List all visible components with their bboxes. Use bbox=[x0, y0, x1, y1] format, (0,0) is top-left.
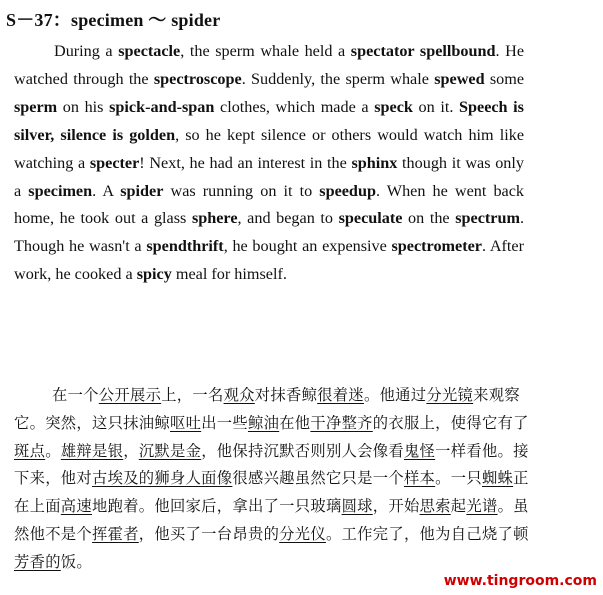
en-keyword: spewed bbox=[434, 69, 485, 88]
en-text: . He watched through the bbox=[14, 42, 524, 88]
zh-keyword: 挥霍者 bbox=[92, 524, 139, 543]
zh-keyword: 古埃及的狮身人面像 bbox=[92, 469, 233, 488]
en-text: on his bbox=[57, 97, 110, 116]
zh-text: 来观察它。突然，这只抹油鲸 bbox=[14, 386, 520, 432]
en-text: clothes, which made a bbox=[214, 97, 375, 116]
en-text: . When he went back home, he took out a glass bbox=[14, 181, 525, 228]
section-title: S－37：specimen ～ spider bbox=[6, 10, 221, 30]
zh-keyword: 斑点 bbox=[14, 441, 46, 460]
zh-keyword: 呕吐 bbox=[169, 413, 202, 432]
en-keyword: spectrum bbox=[455, 209, 520, 228]
zh-text: 对抹香鲸 bbox=[254, 386, 318, 404]
zh-keyword: 分光仪 bbox=[279, 524, 326, 543]
en-keyword: spider bbox=[120, 181, 164, 200]
zh-keyword: 高速 bbox=[60, 497, 92, 516]
en-text: , the sperm whale held a bbox=[180, 42, 351, 60]
zh-text: 。他通过 bbox=[363, 386, 427, 404]
zh-text: 在他 bbox=[279, 413, 311, 432]
zh-text: 一样看他。接下来，他对 bbox=[14, 441, 529, 488]
en-keyword: spectroscope bbox=[153, 69, 242, 88]
en-keyword: spicy bbox=[136, 265, 172, 284]
zh-text: 。一只 bbox=[435, 469, 482, 488]
en-keyword: speck bbox=[374, 97, 413, 116]
en-text: though it was only a bbox=[14, 153, 524, 200]
en-keyword: spick-and-span bbox=[109, 97, 215, 116]
zh-keyword: 思索 bbox=[419, 497, 451, 516]
en-keyword: spectacle bbox=[118, 42, 181, 60]
zh-text: 的衣服上，使得它有了 bbox=[372, 413, 529, 432]
en-keyword: Speech is silver, silence is golden bbox=[14, 97, 524, 144]
en-keyword: specimen bbox=[28, 181, 93, 200]
zh-text: ，开始 bbox=[372, 497, 420, 516]
zh-text: 。虽然他不是个 bbox=[14, 497, 529, 543]
zh-text: ，他保持沉默否则别人会像看 bbox=[201, 441, 404, 460]
zh-keyword: 光谱 bbox=[466, 497, 498, 516]
en-text: , so he kept silence or others would watch him like watching a bbox=[14, 125, 524, 172]
zh-keyword: 沉默是金 bbox=[138, 441, 202, 460]
zh-keyword: 很着迷 bbox=[317, 386, 364, 404]
en-keyword: sperm bbox=[14, 97, 58, 116]
en-text: During a bbox=[54, 42, 119, 60]
zh-text: 地跑着。他回家后，拿出了一只玻璃 bbox=[92, 497, 342, 516]
en-keyword: sphere bbox=[191, 209, 238, 228]
en-text: ! Next, he had an interest in the bbox=[139, 153, 352, 172]
zh-keyword: 鲸油 bbox=[247, 413, 280, 432]
en-keyword: spendthrift bbox=[146, 237, 224, 256]
en-keyword: spectator spellbound bbox=[350, 42, 496, 60]
en-keyword: spectrometer bbox=[391, 237, 482, 256]
en-text: on the bbox=[402, 209, 456, 228]
zh-text: ， bbox=[123, 441, 139, 460]
zh-keyword: 样本 bbox=[403, 469, 436, 488]
zh-text: 。 bbox=[45, 441, 61, 460]
zh-keyword: 公开展示 bbox=[98, 386, 162, 404]
en-keyword: sphinx bbox=[351, 153, 398, 172]
en-keyword: speculate bbox=[338, 209, 403, 228]
en-text: . A bbox=[92, 181, 121, 200]
zh-text: 上，一名 bbox=[161, 386, 224, 404]
zh-text: 在一个 bbox=[52, 386, 99, 404]
en-text: was running on it to bbox=[163, 181, 320, 200]
zh-text: 饭。 bbox=[60, 552, 92, 571]
zh-text: 起 bbox=[450, 497, 467, 516]
zh-text: 出一些 bbox=[201, 413, 248, 432]
zh-text: 很感兴趣虽然它只是一个 bbox=[232, 469, 404, 488]
en-text: meal for himself. bbox=[171, 265, 287, 284]
en-keyword: specter bbox=[89, 153, 140, 172]
zh-text: 正在上面 bbox=[14, 469, 529, 516]
english-paragraph bbox=[14, 38, 524, 289]
zh-keyword: 鬼怪 bbox=[403, 441, 436, 460]
en-keyword: speedup bbox=[319, 181, 376, 200]
zh-keyword: 分光镜 bbox=[426, 386, 474, 404]
en-text: some bbox=[484, 69, 525, 88]
zh-keyword: 芳香的 bbox=[14, 552, 61, 571]
en-text: . Though he wasn't a bbox=[14, 209, 524, 256]
zh-keyword: 雄辩是银 bbox=[60, 441, 124, 460]
en-text: on it. bbox=[412, 97, 459, 116]
zh-text: ，他买了一台昂贵的 bbox=[138, 524, 280, 543]
en-text: . Suddenly, the sperm whale bbox=[241, 69, 435, 88]
chinese-paragraph bbox=[14, 382, 534, 577]
zh-text: 。工作完了，他为自己烧了顿 bbox=[325, 524, 529, 543]
en-text: , he bought an expensive bbox=[223, 237, 392, 256]
watermark-link[interactable]: www.tingroom.com bbox=[443, 573, 597, 589]
zh-keyword: 蜘蛛 bbox=[481, 469, 514, 488]
zh-keyword: 观众 bbox=[223, 386, 255, 404]
en-text: . After work, he cooked a bbox=[14, 237, 524, 284]
zh-keyword: 干净整齐 bbox=[310, 413, 373, 432]
en-text: , and began to bbox=[237, 209, 339, 228]
zh-keyword: 圆球 bbox=[341, 497, 373, 516]
